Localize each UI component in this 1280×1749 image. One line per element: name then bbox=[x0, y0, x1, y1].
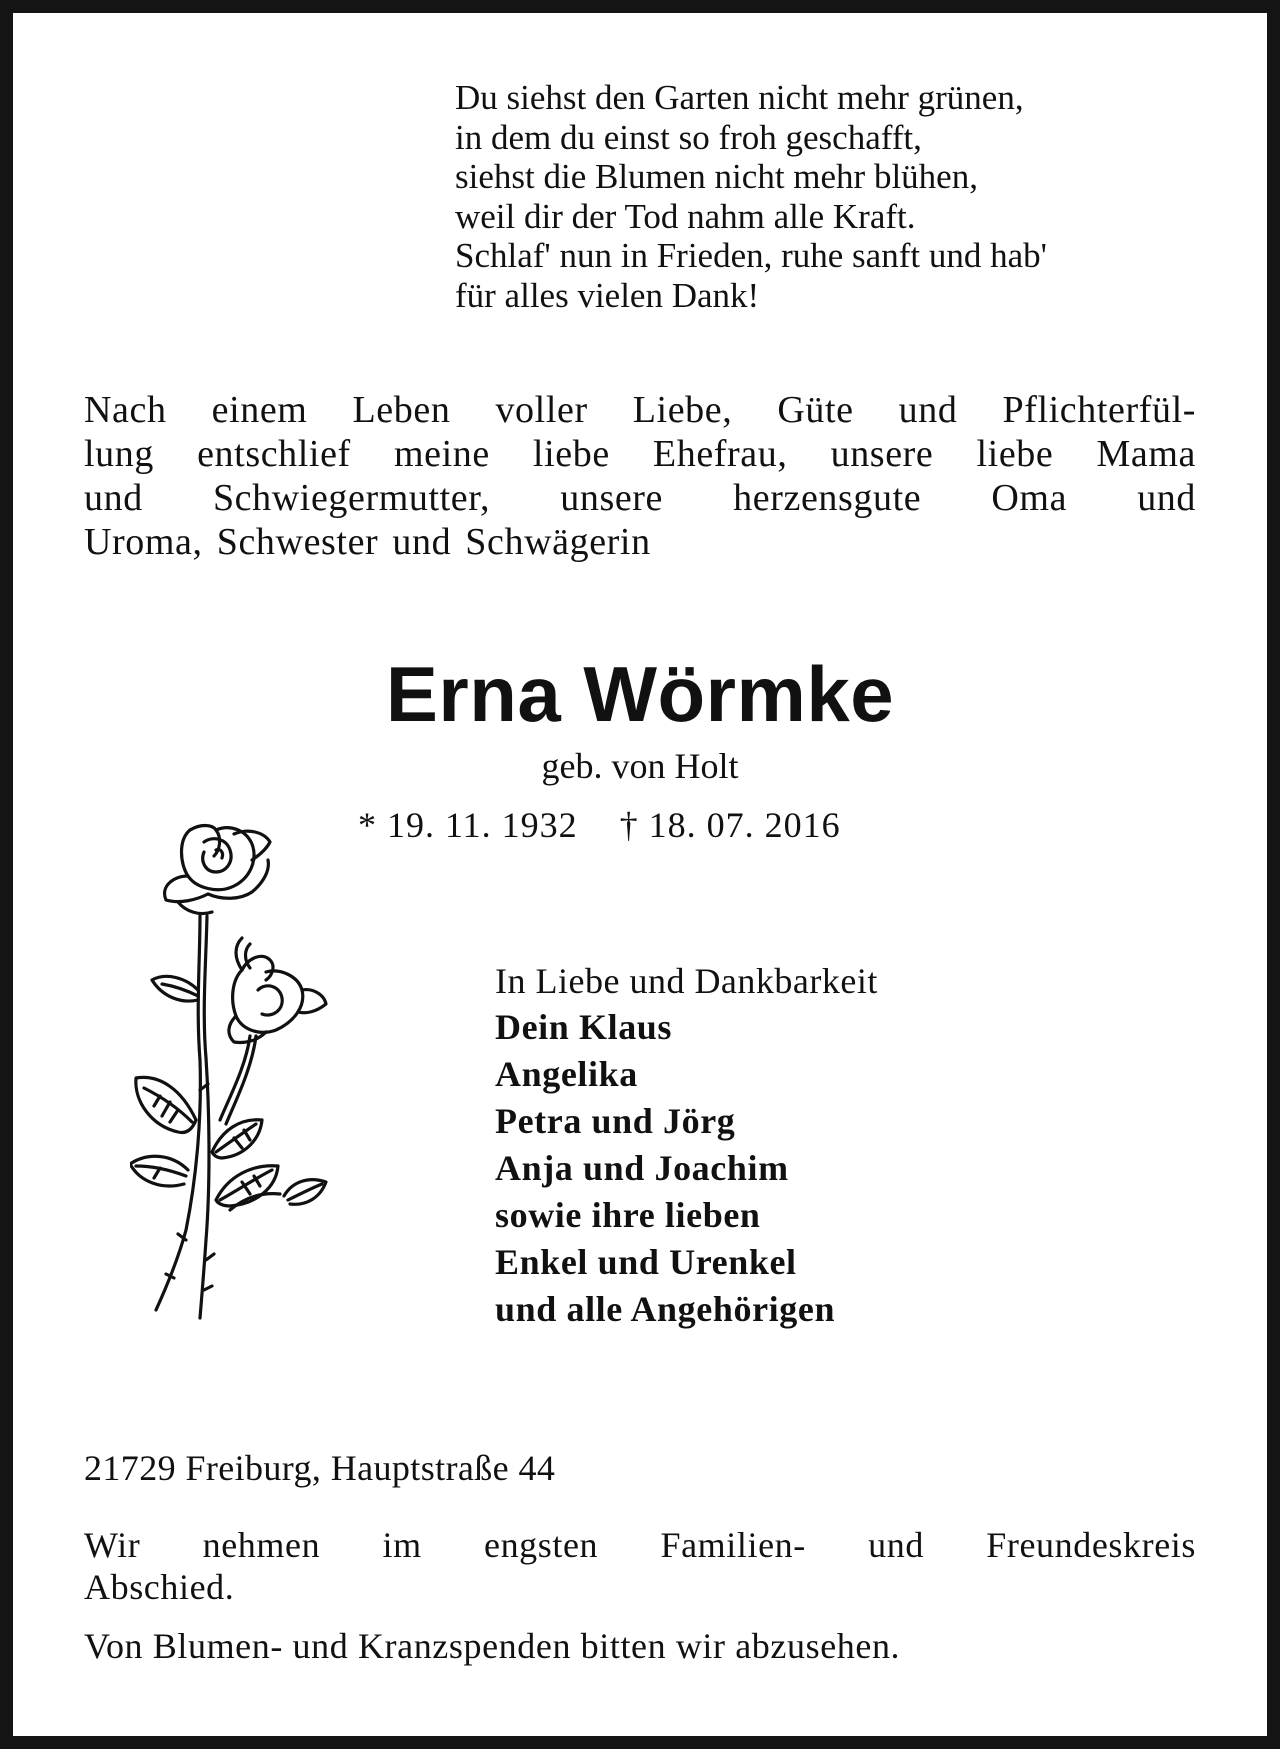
birth-date: * 19. 11. 1932 bbox=[358, 805, 578, 845]
family-member: Petra und Jörg bbox=[495, 1101, 736, 1141]
poem-line: siehst die Blumen nicht mehr blühen, bbox=[455, 157, 978, 196]
notice-line: Wir nehmen im engsten Familien- und Freundeskreis bbox=[84, 1525, 1196, 1565]
family-lead-text: In Liebe und Dankbarkeit bbox=[495, 961, 878, 1001]
family-signatures bbox=[495, 958, 878, 1333]
family-member: Dein Klaus bbox=[495, 1007, 673, 1047]
poem-line: in dem du einst so froh geschafft, bbox=[455, 117, 922, 157]
poem-line: für alles vielen Dank! bbox=[455, 275, 760, 315]
family-member: Anja und Joachim bbox=[495, 1148, 789, 1188]
poem-line: Du siehst den Garten nicht mehr grünen, bbox=[455, 78, 1024, 117]
family-member: sowie ihre lieben bbox=[495, 1195, 761, 1235]
memorial-poem bbox=[455, 78, 1047, 315]
intro-line: Uroma, Schwester und Schwägerin bbox=[84, 521, 651, 563]
intro-line: Nach einem Leben voller Liebe, Güte und Pflichterfül- bbox=[84, 389, 1196, 431]
intro-line: und Schwiegermutter, unsere herzensgute Oma und bbox=[84, 477, 1196, 519]
flower-donation-notice: Von Blumen- und Kranzspenden bitten wir abzusehen. bbox=[84, 1626, 901, 1666]
family-member: und alle Angehörigen bbox=[495, 1289, 836, 1329]
maiden-name: geb. von Holt bbox=[541, 746, 739, 786]
life-dates bbox=[358, 805, 841, 845]
obituary-intro-text bbox=[84, 388, 1196, 564]
notice-line: Abschied. bbox=[84, 1567, 235, 1607]
farewell-notice bbox=[84, 1524, 1196, 1608]
poem-line: weil dir der Tod nahm alle Kraft. bbox=[455, 196, 916, 236]
mourning-address: 21729 Freiburg, Hauptstraße 44 bbox=[84, 1448, 556, 1488]
family-member: Enkel und Urenkel bbox=[495, 1242, 797, 1282]
poem-line: Schlaf' nun in Frieden, ruhe sanft und hab' bbox=[455, 236, 1047, 275]
family-member: Angelika bbox=[495, 1054, 638, 1094]
deceased-name: Erna Wörmke bbox=[385, 650, 895, 738]
intro-line: lung entschlief meine liebe Ehefrau, unsere liebe Mama bbox=[84, 433, 1196, 475]
death-date: † 18. 07. 2016 bbox=[619, 805, 841, 845]
rose-illustration-icon bbox=[130, 820, 360, 1325]
